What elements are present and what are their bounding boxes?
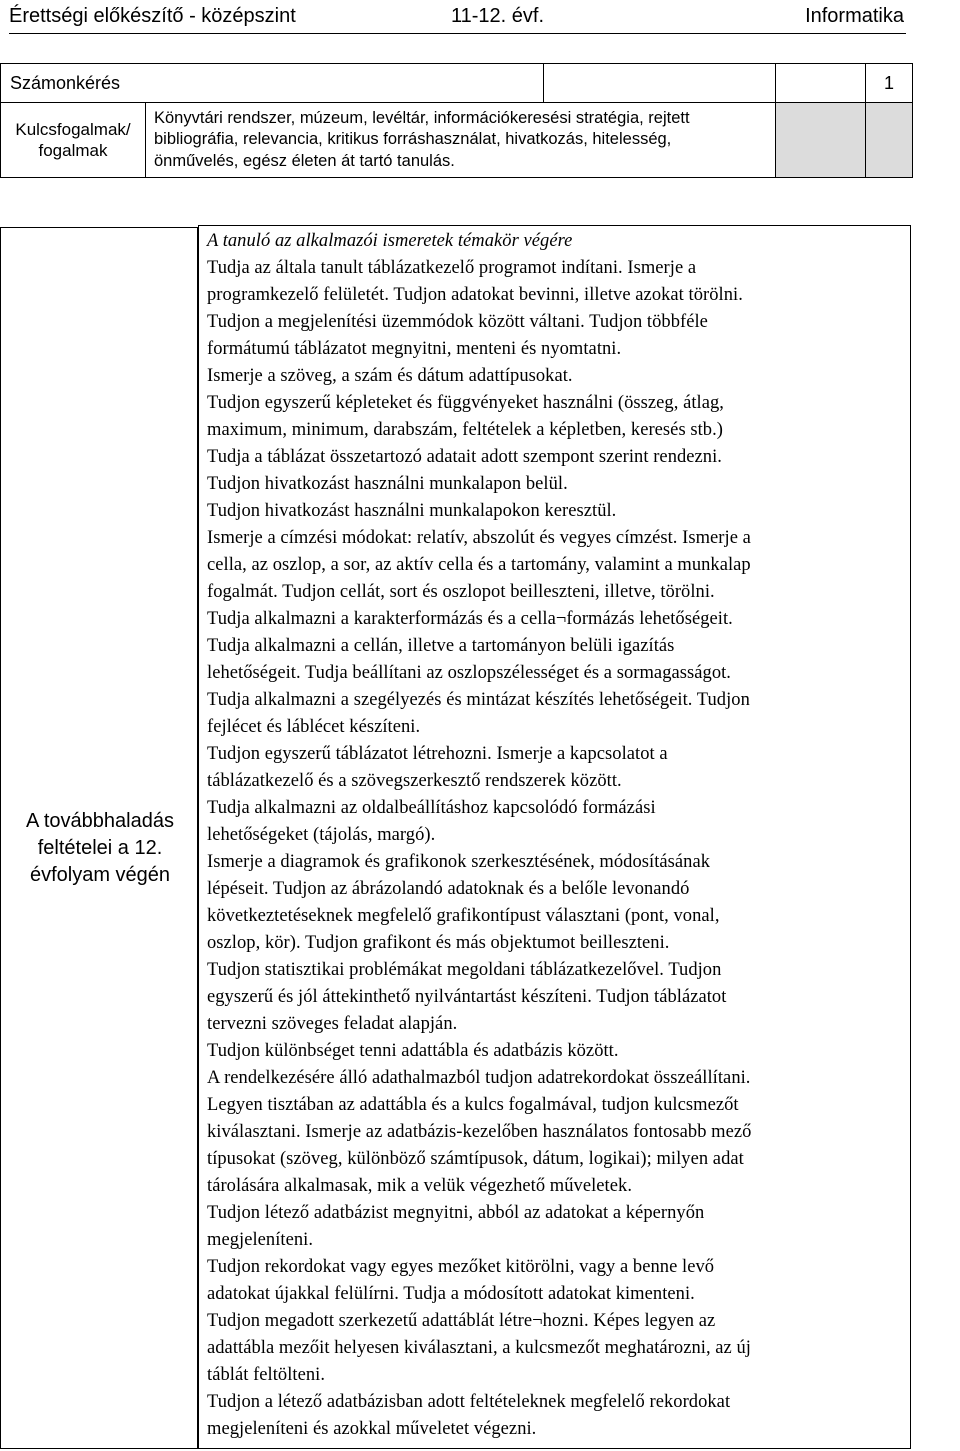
requirement-line: Tudjon egyszerű táblázatot létrehozni. Ismerje a kapcsolatot a: [207, 744, 668, 764]
requirement-line: Tudja alkalmazni a szegélyezés és mintázat készítés lehetőségeit. Tudjon: [207, 690, 750, 710]
shaded-cell: [776, 103, 866, 178]
requirement-line: egyszerű és jól áttekinthető nyilvántartást készíteni. Tudjon táblázatot: [207, 987, 727, 1007]
requirement-line: tárolására alkalmasak, mik a velük végezhető műveletek.: [207, 1176, 632, 1196]
header-subject: Informatika: [805, 5, 904, 27]
requirement-line: kiválasztani. Ismerje az adatbázis-kezelőben használatos fontosabb mező: [207, 1122, 752, 1142]
keywords-table: [0, 63, 913, 178]
requirement-line: Ismerje a címzési módokat: relatív, abszolút és vegyes címzést. Ismerje a: [207, 528, 751, 548]
requirement-line: formátumú táblázatot megnyitni, menteni és nyomtatni.: [207, 339, 622, 359]
requirement-line: típusokat (szöveg, különböző számtípusok, dátum, logikai); milyen adat: [207, 1149, 744, 1169]
requirement-line: Tudjon hivatkozást használni munkalapon belül.: [207, 474, 568, 494]
requirement-line: fejlécet és láblécet készíteni.: [207, 717, 421, 737]
requirement-line: fogalmát. Tudjon cellát, sort és oszlopot beilleszteni, illetve, törölni.: [207, 582, 715, 602]
requirement-line: lépéseit. Tudjon az ábrázolandó adatoknak és a belőle levonandó: [207, 879, 690, 899]
requirements-label-line: feltételei a 12.: [37, 837, 163, 859]
section-title: Számonkérés: [1, 64, 544, 103]
requirements-label-line: A továbbhaladás: [26, 810, 174, 832]
keywords-line: önművelés, egész életen át tartó tanulás.: [154, 151, 455, 170]
requirement-line: Legyen tisztában az adattábla és a kulcs fogalmával, tudjon kulcsmezőt: [207, 1095, 739, 1115]
requirements-label-cell: [0, 227, 198, 1449]
requirement-line: Tudjon egyszerű képleteket és függvényeket használni (összeg, átlag,: [207, 393, 724, 413]
requirement-line: Tudja a táblázat összetartozó adatait adott szempont szerint rendezni.: [207, 447, 722, 467]
header-course: Érettségi előkészítő - középszint: [9, 5, 296, 27]
requirement-line: Tudja alkalmazni a karakterformázás és a cella¬formázás lehetőségeit.: [207, 609, 733, 629]
requirement-line: Tudjon különbséget tenni adattábla és adatbázis között.: [207, 1041, 619, 1061]
requirement-line: megjeleníteni és azokkal műveletet végezni.: [207, 1419, 537, 1439]
page-header: [9, 3, 906, 34]
keywords-line: bibliográfia, relevancia, kritikus forráshasználat, hivatkozás, hitelesség,: [154, 130, 672, 149]
keywords-text: [146, 103, 776, 178]
requirement-line: Tudjon a létező adatbázisban adott feltételeknek megfelelő rekordokat: [207, 1392, 731, 1412]
keywords-label: [1, 103, 146, 178]
requirements-label: [1, 808, 199, 889]
requirement-line: programkezelő felületét. Tudjon adatokat bevinni, illetve azokat törölni.: [207, 285, 743, 305]
requirement-line: Tudja az általa tanult táblázatkezelő programot indítani. Ismerje a: [207, 258, 697, 278]
keywords-label-line: fogalmak: [38, 141, 108, 160]
section-number: 1: [866, 64, 913, 103]
requirement-line: Tudjon statisztikai problémákat megoldani táblázatkezelővel. Tudjon: [207, 960, 722, 980]
requirements-cell: [198, 225, 911, 1449]
requirement-line: táblát feltölteni.: [207, 1365, 326, 1385]
requirement-line: Tudjon hivatkozást használni munkalapokon keresztül.: [207, 501, 617, 521]
header-grade: 11-12. évf.: [451, 5, 545, 27]
requirements-label-line: évfolyam végén: [29, 864, 171, 886]
requirement-line: Tudjon rekordokat vagy egyes mezőket kitörölni, vagy a benne levő: [207, 1257, 715, 1277]
requirement-line: megjeleníteni.: [207, 1230, 314, 1250]
requirement-line: maximum, minimum, darabszám, feltételek a képletben, keresés stb.): [207, 420, 723, 440]
keywords-label-line: Kulcsfogalmak/: [15, 120, 131, 139]
requirement-line: adatokat újakkal felülírni. Tudja a módosított adatokat kimenteni.: [207, 1284, 695, 1304]
requirements-intro: A tanuló az alkalmazói ismeretek témakör végére: [207, 231, 573, 251]
requirement-line: Ismerje a szöveg, a szám és dátum adattípusokat.: [207, 366, 573, 386]
keywords-line: Könyvtári rendszer, múzeum, levéltár, információkeresési stratégia, rejtett: [154, 108, 690, 127]
requirement-line: A rendelkezésére álló adathalmazból tudjon adatrekordokat összeállítani.: [207, 1068, 751, 1088]
requirement-line: következtetéseknek megfelelő grafikontípust választani (pont, vonal,: [207, 906, 720, 926]
requirement-line: Tudja alkalmazni a cellán, illetve a tartományon belüli igazítás: [207, 636, 675, 656]
requirement-line: cella, az oszlop, a sor, az aktív cella és a tartomány, valamint a munkalap: [207, 555, 751, 575]
requirement-line: Ismerje a diagramok és grafikonok szerkesztésének, módosításának: [207, 852, 711, 872]
requirement-line: oszlop, kör). Tudjon grafikont és más objektumot beilleszteni.: [207, 933, 670, 953]
requirement-line: Tudjon megadott szerkezetű adattáblát létre¬hozni. Képes legyen az: [207, 1311, 716, 1331]
requirement-line: lehetőségeit. Tudja beállítani az oszlopszélességet és a sormagasságot.: [207, 663, 731, 683]
requirement-line: Tudja alkalmazni az oldalbeállításhoz kapcsolódó formázási: [207, 798, 656, 818]
requirement-line: lehetőségeket (tájolás, margó).: [207, 825, 436, 845]
requirement-line: Tudjon a megjelenítési üzemmódok között váltani. Tudjon többféle: [207, 312, 708, 332]
requirement-line: tervezni szöveges feladat alapján.: [207, 1014, 458, 1034]
requirements-text: [207, 228, 907, 1443]
requirement-line: táblázatkezelő és a szövegszerkesztő rendszerek között.: [207, 771, 622, 791]
requirement-line: adattábla mezőit helyesen kiválasztani, a kulcsmezőt meghatározni, az új: [207, 1338, 751, 1358]
shaded-cell: [866, 103, 913, 178]
requirement-line: Tudjon létező adatbázist megnyitni, abból az adatokat a képernyőn: [207, 1203, 705, 1223]
